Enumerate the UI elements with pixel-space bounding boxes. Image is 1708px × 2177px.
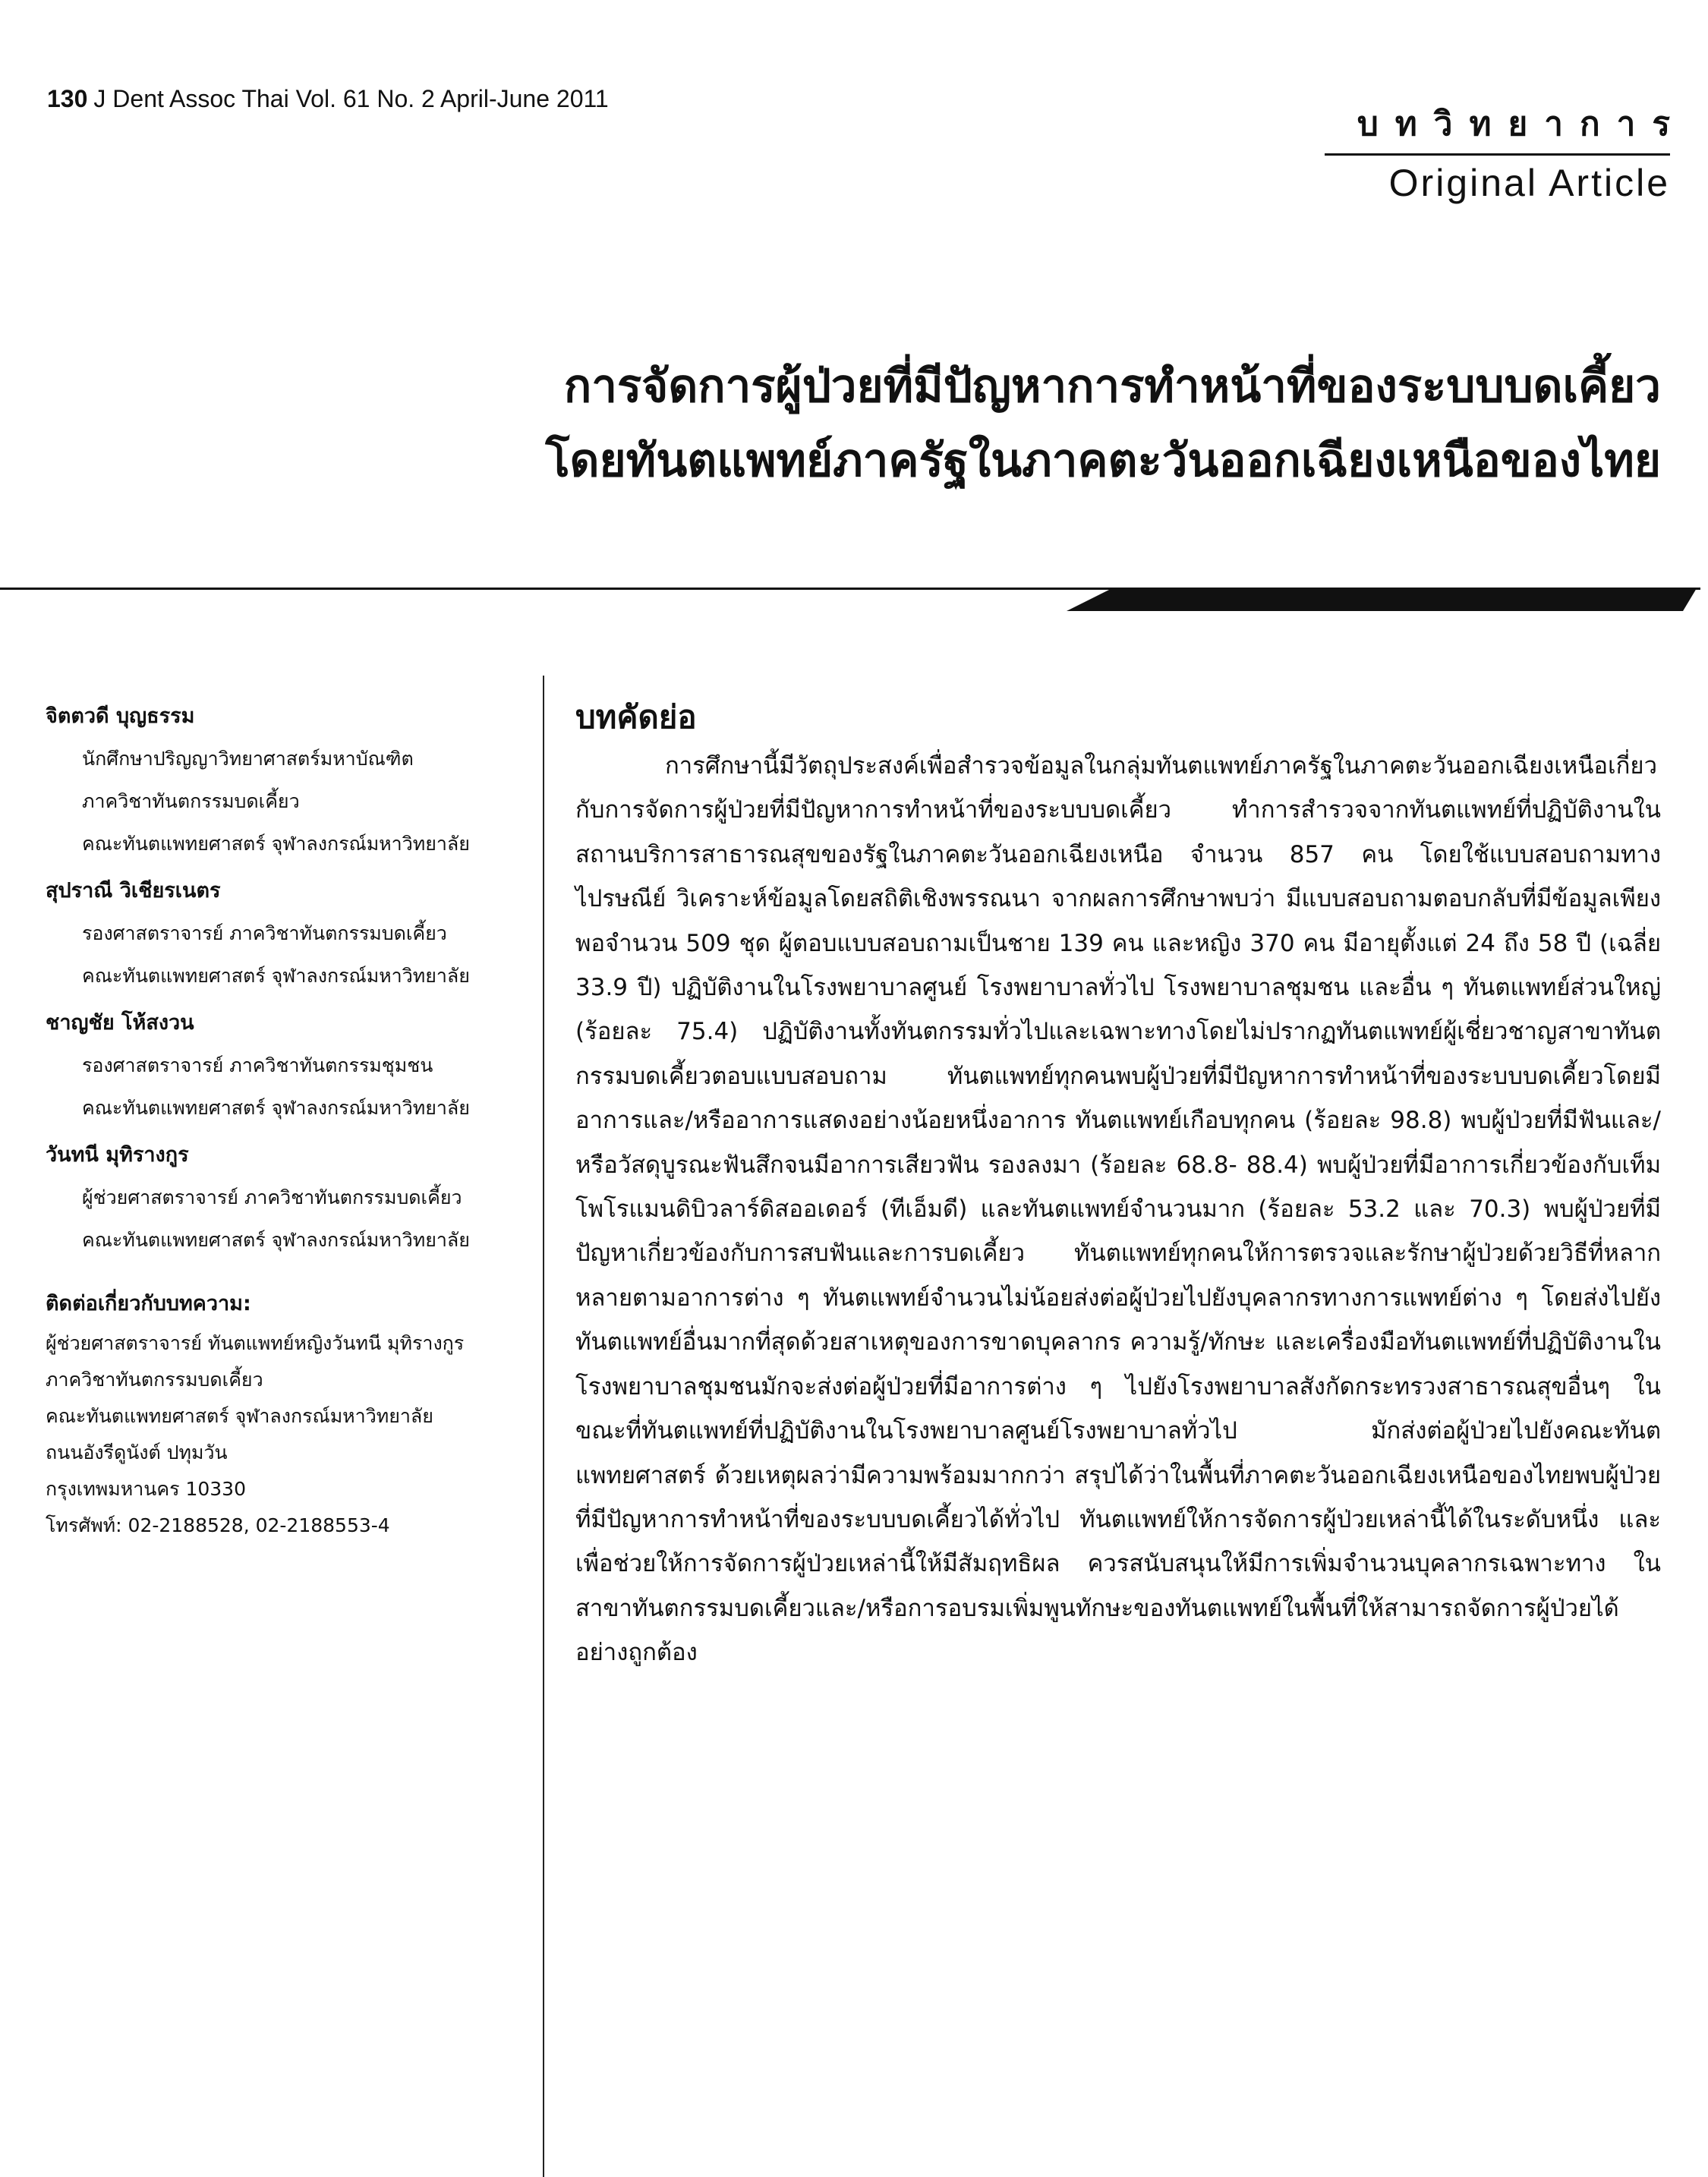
author-name: จิตตวดี บุญธรรม — [46, 704, 195, 728]
abstract-body: การศึกษานี้มีวัตถุประสงค์เพื่อสำรวจข้อมูลในกลุ่มทันตแพทย์ภาครัฐในภาคตะวันออกเฉียงเหนือเกี่ยวกับการจัดการผู้ป่วยที่มีปัญหาการทำหน้าที่ของระบบบดเคี้ยว ทำการสำรวจจากทันตแพทย์ที่ปฏิบัติงานในสถานบริการสาธารณสุขของรัฐในภาคตะวันออกเฉียงเหนือ จำนวน 857 คน โดยใช้แบบสอบถามทางไปรษณีย์ วิเคราะห์ข้อมูลโดยสถิติเชิงพรรณนา จากผลการศึกษาพบว่า มีแบบสอบถามตอบกลับที่มีข้อมูลเพียงพอจำนวน 509 ชุด ผู้ตอบแบบสอบถามเป็นชาย 139 คน และหญิง 370 คน มีอายุตั้งแต่ 24 ถึง 58 ปี (เฉลี่ย 33.9 ปี) ปฏิบัติงานในโรงพยาบาลศูนย์ โรงพยาบาลทั่วไป โรงพยาบาลชุมชน และอื่น ๆ ทันตแพทย์ส่วนใหญ่ (ร้อยละ 75.4) ปฏิบัติงานทั้งทันตกรรมทั่วไปและเฉพาะทางโดยไม่ปรากฏทันตแพทย์ผู้เชี่ยวชาญสาขาทันตกรรมบดเคี้ยวตอบแบบสอบถาม ทันตแพทย์ทุกคนพบผู้ป่วยที่มีปัญหาการทำหน้าที่ของระบบบดเคี้ยวโดยมีอาการและ/หรืออาการแสดงอย่างน้อยหนึ่งอาการ ทันตแพทย์เกือบทุกคน (ร้อยละ 98.8) พบผู้ป่วยที่มีฟันและ/หรือวัสดุบูรณะฟันสึกจนมีอาการเสียวฟัน รองลงมา (ร้อยละ 68.8- 88.4) พบผู้ป่วยที่มีอาการเกี่ยวข้องกับเท็มโพโรแมนดิบิวลาร์ดิสออเดอร์ (ทีเอ็มดี) และทันตแพทย์จำนวนมาก (ร้อยละ 53.2 และ 70.3) พบผู้ป่วยที่มีปัญหาเกี่ยวข้องกับการสบฟันและการบดเคี้ยว ทันตแพทย์ทุกคนให้การตรวจและรักษาผู้ป่วยด้วยวิธีที่หลากหลายตามอาการต่าง ๆ ทันตแพทย์จำนวนไม่น้อยส่งต่อผู้ป่วยไปยังบุคลากรทางการแพทย์ต่าง ๆ โดยส่งไปยังทันตแพทย์อื่นมากที่สุดด้วยสาเหตุของการขาดบุคลากร ความรู้/ทักษะ และเครื่องมือทันตแพทย์ที่ปฏิบัติงานในโรงพยาบาลชุมชนมักจะส่งต่อผู้ป่วยที่มีอาการต่าง ๆ ไปยังโรงพยาบาลสังกัดกระทรวงสาธารณสุขอื่นๆ ในขณะที่ทันตแพทย์ที่ปฏิบัติงานในโรงพยาบาลศูนย์โรงพยาบาลทั่วไป มักส่งต่อผู้ป่วยไปยังคณะทันตแพทยศาสตร์ ด้วยเหตุผลว่ามีความพร้อมมากกว่า สรุปได้ว่าในพื้นที่ภาคตะวันออกเฉียงเหนือของไทยพบผู้ป่วยที่มีปัญหาการทำหน้าที่ของระบบบดเคี้ยวได้ทั่วไป ทันตแพทย์ให้การจัดการผู้ป่วยเหล่านี้ได้ในระดับหนึ่ง และเพื่อช่วยให้การจัดการผู้ป่วยเหล่านี้ให้มีสัมฤทธิผล ควรสนับสนุนให้มีการเพิ่มจำนวนบุคลากรเฉพาะทาง ในสาขาทันตกรรมบดเคี้ยวและ/หรือการอบรมเพิ่มพูนทักษะของทันตแพทย์ในพื้นที่ให้สามารถจัดการผู้ป่วยได้อย่างถูกต้อง — [575, 752, 1661, 1667]
column-divider — [543, 676, 544, 2177]
author-affiliation: ภาควิชาทันตกรรมบดเคี้ยว — [82, 790, 300, 812]
author-affiliation: รองศาสตราจารย์ ภาควิชาทันตกรรมบดเคี้ยว — [82, 922, 447, 944]
abstract-section — [575, 691, 1661, 1675]
author-block — [46, 1134, 539, 1262]
contact-line: ภาควิชาทันตกรรมบดเคี้ยว — [46, 1369, 263, 1391]
title-divider-wedge — [1067, 588, 1697, 611]
author-affiliation: คณะทันตแพทยศาสตร์ จุฬาลงกรณ์มหาวิทยาลัย — [82, 1229, 470, 1251]
article-title — [545, 349, 1661, 498]
author-block — [46, 695, 539, 865]
abstract-heading: บทคัดย่อ — [575, 698, 697, 736]
article-title-line-2: โดยทันตแพทย์ภาครัฐในภาคตะวันออกเฉียงเหนือของไทย — [545, 434, 1661, 487]
contact-heading: ติดต่อเกี่ยวกับบทความ: — [46, 1292, 251, 1315]
author-block — [46, 1002, 539, 1129]
author-block — [46, 870, 539, 997]
author-name: ชาญชัย โห้สงวน — [46, 1011, 194, 1035]
author-name: วันทนี มุทิรางกูร — [46, 1143, 189, 1167]
section-label-english: Original Article — [1388, 162, 1670, 204]
author-affiliation: รองศาสตราจารย์ ภาควิชาทันตกรรมชุมชน — [82, 1054, 433, 1076]
contact-line: ถนนอังรีดูนังต์ ปทุมวัน — [46, 1441, 228, 1463]
author-list — [46, 695, 539, 1266]
author-affiliation: คณะทันตแพทยศาสตร์ จุฬาลงกรณ์มหาวิทยาลัย — [82, 1097, 470, 1119]
contact-line: กรุงเทพมหานคร 10330 — [46, 1478, 246, 1500]
author-affiliation: นักศึกษาปริญญาวิทยาศาสตร์มหาบัณฑิต — [82, 748, 414, 770]
contact-line: คณะทันตแพทยศาสตร์ จุฬาลงกรณ์มหาวิทยาลัย — [46, 1405, 433, 1427]
header-rule — [1325, 153, 1670, 156]
article-title-line-1: การจัดการผู้ป่วยที่มีปัญหาการทำหน้าที่ของระบบบดเคี้ยว — [563, 360, 1661, 413]
journal-citation — [47, 85, 609, 113]
author-affiliation: คณะทันตแพทยศาสตร์ จุฬาลงกรณ์มหาวิทยาลัย — [82, 833, 470, 855]
journal-citation-text: J Dent Assoc Thai Vol. 61 No. 2 April-June 2011 — [93, 85, 609, 112]
page-number: 130 — [47, 85, 88, 112]
contact-info — [46, 1283, 539, 1544]
contact-line: ผู้ช่วยศาสตราจารย์ ทันตแพทย์หญิงวันทนี มุทิรางกูร — [46, 1332, 465, 1354]
author-name: สุปราณี วิเชียรเนตร — [46, 879, 221, 903]
author-affiliation: คณะทันตแพทยศาสตร์ จุฬาลงกรณ์มหาวิทยาลัย — [82, 965, 470, 987]
contact-phone: โทรศัพท์: 02-2188528, 02-2188553-4 — [46, 1514, 390, 1536]
author-affiliation: ผู้ช่วยศาสตราจารย์ ภาควิชาทันตกรรมบดเคี้ยว — [82, 1186, 462, 1208]
section-label-thai: บทวิทยาการ — [1357, 105, 1687, 143]
